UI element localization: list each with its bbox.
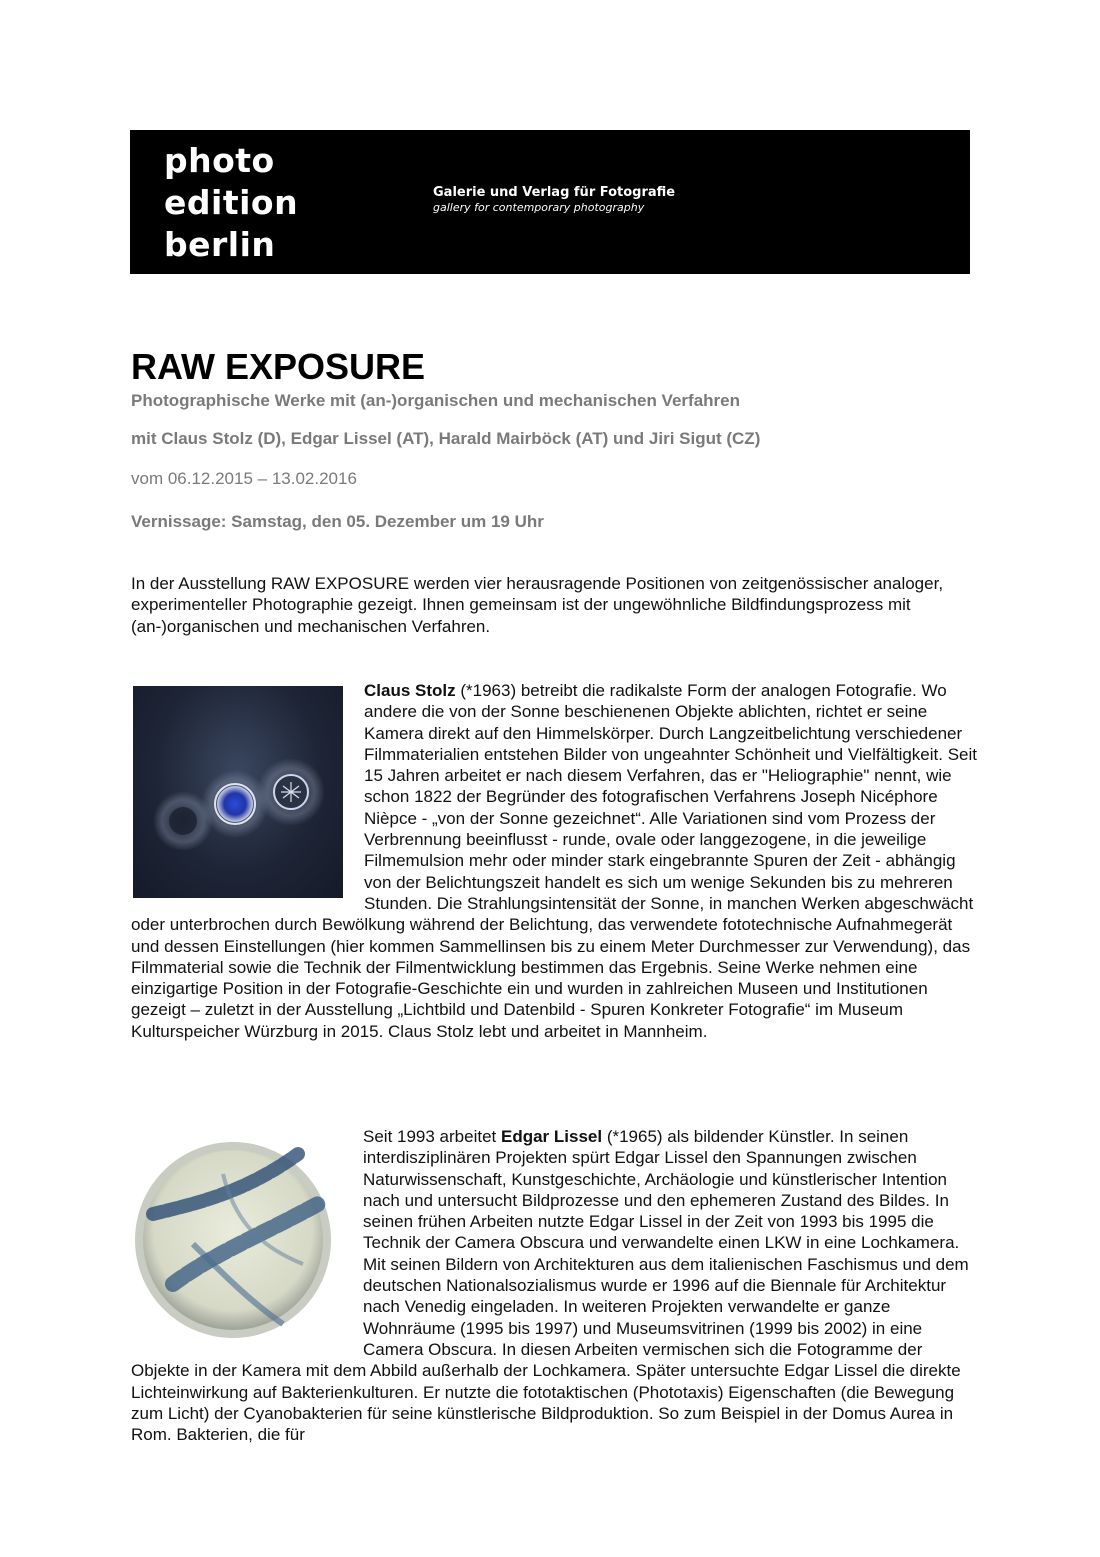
exhibition-subtitle: Photographische Werke mit (an-)organischen und mechanischen Verfahren: [131, 391, 740, 410]
tagline-german: Galerie und Verlag für Fotografie: [433, 185, 676, 200]
artists-line: mit Claus Stolz (D), Edgar Lissel (AT), Harald Mairböck (AT) und Jiri Sigut (CZ): [131, 429, 761, 448]
section-claus-stolz: [131, 680, 981, 1042]
stolz-biography: (*1963) betreibt die radikalste Form der analogen Fotografie. Wo andere die von der Sonne beschienenen Objekte ablichten, richtet er seine Kamera direkt auf den Himmelskörper. Durch Langzeitbelichtung verschiedener Filmmaterialien entstehen Bilder von ungeahnter Schönheit und Vielfältigkeit. Seit 15 Jahren arbeitet er nach diesem Verfahren, das er "Heliographie" nennt, wie schon 1822 der Begründer des fotografischen Verfahrens Joseph Nicéphore Nièpce - „von der Sonne gezeichnet“. Alle Variationen sind vom Prozess der Verbrennung beeinflusst - runde, ovale oder langgezogene, in die jeweilige Filmemulsion mehr oder minder stark eingebrannte Spuren der Zeit - abhängig von der Belichtungszeit handelt es sich um wenige Sekunden bis zu mehreren Stunden. Die Strahlungsintensität der Sonne, in manchen Werken abgeschwächt oder unterbrochen durch Bewölkung während der Belichtung, das verwendete fototechnische Aufnahmegerät und dessen Einstellungen (hier kommen Sammellinsen bis zu einem Meter Durchmesser zur Verwendung), das Filmmaterial sowie die Technik der Filmentwicklung bestimmen das Ergebnis. Seine Werke nehmen eine einzigartige Position in der Fotografie-Geschichte ein und wurden in zahlreichen Museen und Institutionen gezeigt – zuletzt in der Ausstellung „Lichtbild und Datenbild - Spuren Konkreter Fotografie“ im Museum Kulturspeicher Würzburg in 2015. Claus Stolz lebt und arbeitet in Mannheim.: [131, 681, 977, 1041]
heliography-icon: [133, 686, 343, 898]
logo-line-2: edition: [164, 183, 299, 222]
lissel-biography: (*1965) als bildender Künstler. In seinen interdisziplinären Projekten spürt Edgar Lissel den Spannungen zwischen Naturwissenschaft, Kunstgeschichte, Archäologie und künstlerischer Intention nach und untersucht Bildprozesse und den ephemeren Zustand des Bildes. In seinen frühen Arbeiten nutzte Edgar Lissel in der Zeit von 1993 bis 1995 die Technik der Camera Obscura und verwandelte einen LKW in eine Lochkamera. Mit seinen Bildern von Architekturen aus dem italienischen Faschismus und dem deutschen Nationalsozialismus wurde er 1996 auf die Biennale für Architektur nach Venedig eingeladen. In weiteren Projekten verwandelte er ganze Wohnräume (1995 bis 1997) und Museumsvitrinen (1999 bis 2002) in eine Camera Obscura. In diesen Arbeiten vermischen sich die Fotogramme der Objekte in der Kamera mit dem Abbild außerhalb der Lochkamera. Später untersuchte Edgar Lissel die direkte Lichteinwirkung auf Bakterienkulturen. Er nutzte die fototaktischen (Phototaxis) Eigenschaften (die Bewegung zum Licht) der Cyanobakterien für seine künstlerische Bildproduktion. So zum Beispiel in der Domus Aurea in Rom. Bakterien, die für: [131, 1127, 969, 1445]
artist-name-lissel: Edgar Lissel: [500, 1127, 603, 1146]
header-banner: [130, 130, 970, 274]
tagline-english: gallery for contemporary photography: [433, 201, 645, 214]
intro-paragraph: In der Ausstellung RAW EXPOSURE werden vier herausragende Positionen von zeitgenössischer analoger, experimenteller Photographie gezeigt. Ihnen gemeinsam ist der ungewöhnliche Bildfindungsprozess mit (an-)organischen und mechanischen Verfahren.: [131, 574, 944, 636]
exhibition-title: RAW EXPOSURE: [131, 346, 426, 387]
section-edgar-lissel: [131, 1126, 981, 1445]
gallery-tagline: [433, 185, 675, 215]
edgar-lissel-artwork-image: [133, 1134, 333, 1346]
exhibition-dates: vom 06.12.2015 – 13.02.2016: [131, 469, 357, 488]
logo-line-3: berlin: [164, 225, 276, 264]
gallery-logo: [164, 140, 298, 266]
artist-name-stolz: Claus Stolz: [364, 681, 456, 700]
petri-dish-icon: [133, 1134, 333, 1346]
vernissage-line: Vernissage: Samstag, den 05. Dezember um 19 Uhr: [131, 512, 544, 531]
claus-stolz-artwork-image: [133, 686, 343, 898]
logo-line-1: photo: [164, 141, 275, 180]
lissel-intro: Seit 1993 arbeitet: [363, 1127, 501, 1146]
